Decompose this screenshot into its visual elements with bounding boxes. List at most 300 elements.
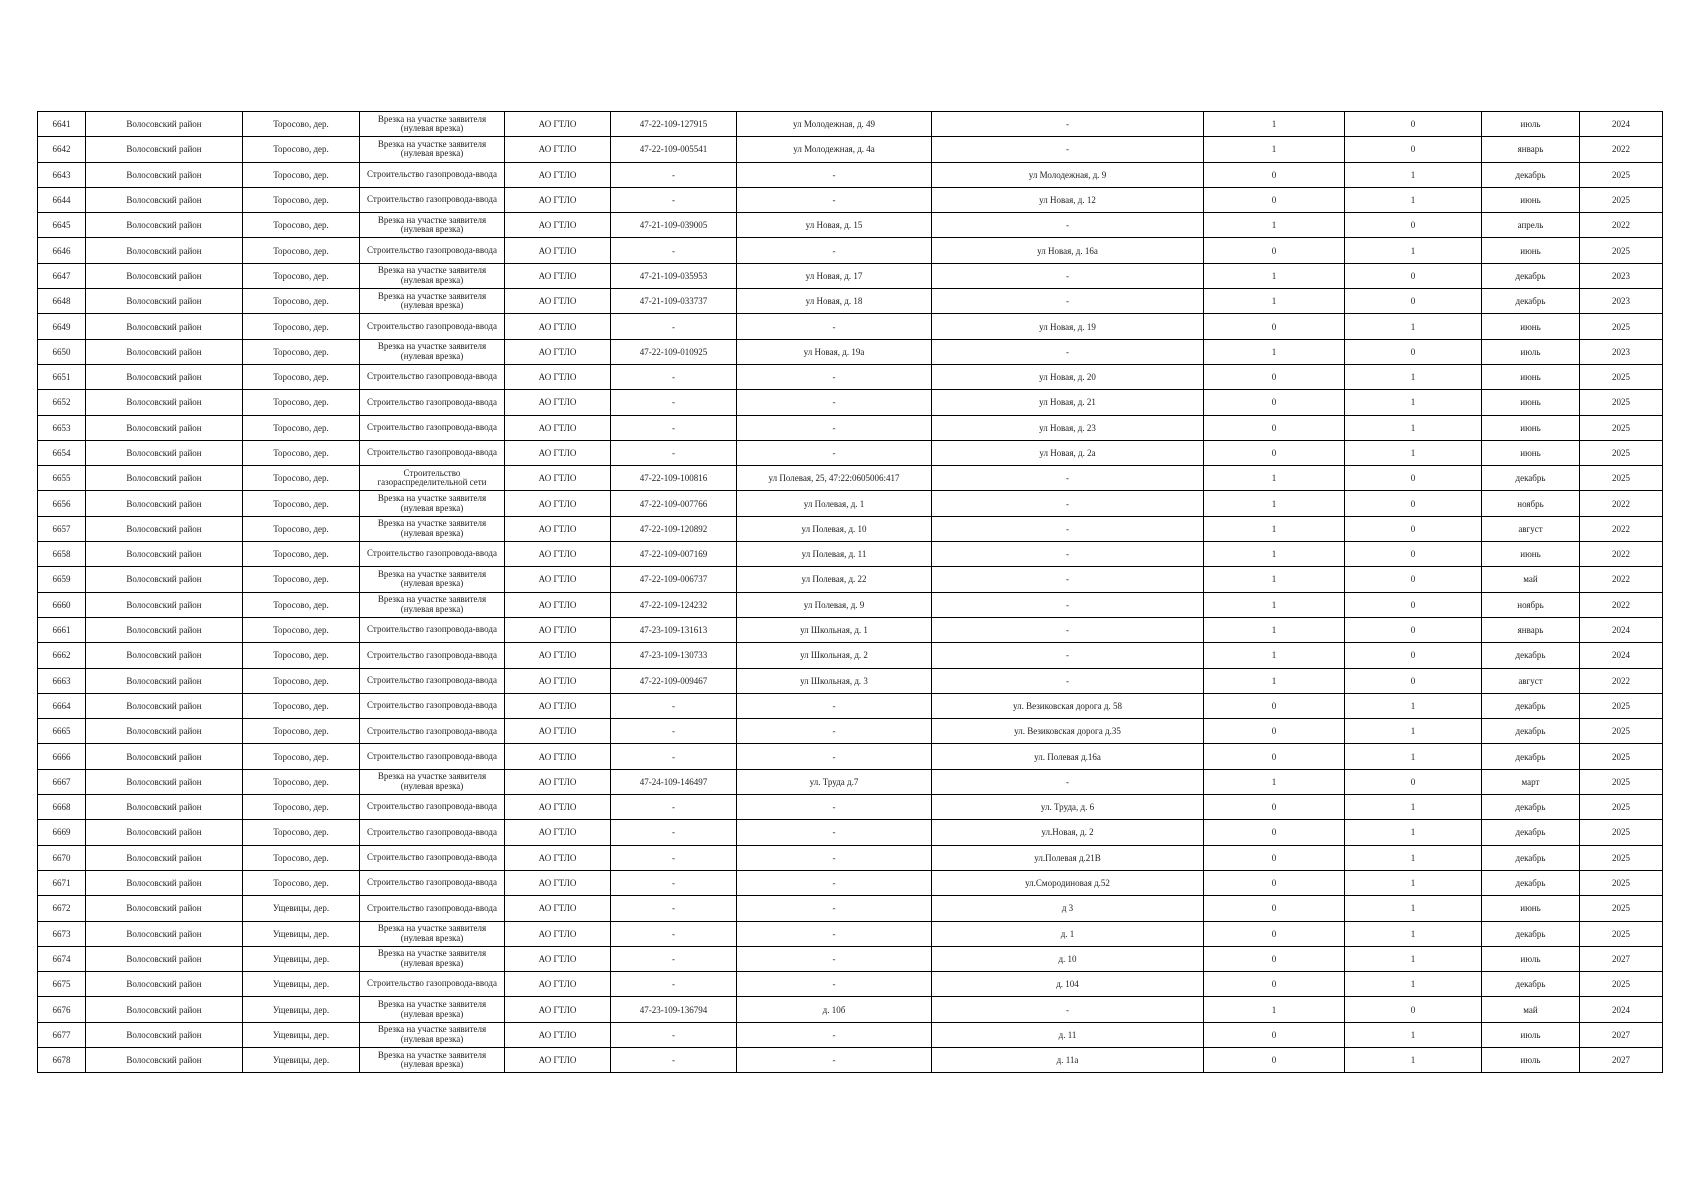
cell-organization: АО ГТЛО <box>505 213 611 238</box>
cell-address-with-application: ул Молодежная, д. 49 <box>737 112 932 137</box>
cell-organization: АО ГТЛО <box>505 238 611 263</box>
cell-application-number: - <box>611 1022 737 1047</box>
cell-without-application-count: 1 <box>1345 162 1482 187</box>
cell-year: 2025 <box>1580 440 1663 465</box>
cell-organization: АО ГТЛО <box>505 567 611 592</box>
cell-address-with-application: - <box>737 845 932 870</box>
cell-application-number: 47-22-109-007766 <box>611 491 737 516</box>
cell-settlement: Ущевицы, дер. <box>243 1022 360 1047</box>
cell-without-application-count: 0 <box>1345 466 1482 491</box>
cell-row-number: 6675 <box>38 972 86 997</box>
cell-application-number: 47-22-109-006737 <box>611 567 737 592</box>
cell-with-application-count: 0 <box>1204 415 1345 440</box>
cell-address-with-application: - <box>737 921 932 946</box>
cell-application-number: 47-22-109-120892 <box>611 516 737 541</box>
cell-settlement: Торосово, дер. <box>243 769 360 794</box>
cell-settlement: Ущевицы, дер. <box>243 972 360 997</box>
cell-settlement: Торосово, дер. <box>243 238 360 263</box>
cell-year: 2025 <box>1580 390 1663 415</box>
cell-with-application-count: 0 <box>1204 162 1345 187</box>
cell-year: 2025 <box>1580 693 1663 718</box>
cell-application-number: - <box>611 364 737 389</box>
cell-district: Волосовский район <box>86 289 243 314</box>
cell-organization: АО ГТЛО <box>505 668 611 693</box>
table-row <box>38 997 1663 1022</box>
cell-address-with-application: - <box>737 693 932 718</box>
table-row <box>38 567 1663 592</box>
table-row <box>38 238 1663 263</box>
cell-application-number: - <box>611 390 737 415</box>
cell-settlement: Ущевицы, дер. <box>243 1047 360 1072</box>
cell-month: декабрь <box>1482 845 1580 870</box>
cell-without-application-count: 1 <box>1345 896 1482 921</box>
cell-settlement: Торосово, дер. <box>243 314 360 339</box>
cell-address-with-application: - <box>737 870 932 895</box>
cell-organization: АО ГТЛО <box>505 820 611 845</box>
cell-organization: АО ГТЛО <box>505 896 611 921</box>
cell-without-application-count: 0 <box>1345 339 1482 364</box>
cell-row-number: 6656 <box>38 491 86 516</box>
cell-work-type: Строительство газопровода-ввода <box>360 820 505 845</box>
cell-address-with-application: ул Школьная, д. 2 <box>737 643 932 668</box>
cell-district: Волосовский район <box>86 213 243 238</box>
cell-year: 2025 <box>1580 466 1663 491</box>
cell-without-application-count: 1 <box>1345 820 1482 845</box>
cell-with-application-count: 1 <box>1204 542 1345 567</box>
cell-application-number: - <box>611 946 737 971</box>
cell-without-application-count: 1 <box>1345 719 1482 744</box>
cell-address-without-application: ул. Везиковская дорога д. 58 <box>932 693 1204 718</box>
cell-year: 2022 <box>1580 137 1663 162</box>
cell-work-type: Врезка на участке заявителя (нулевая врезка) <box>360 263 505 288</box>
cell-without-application-count: 0 <box>1345 997 1482 1022</box>
cell-district: Волосовский район <box>86 1022 243 1047</box>
cell-month: декабрь <box>1482 870 1580 895</box>
cell-row-number: 6667 <box>38 769 86 794</box>
cell-year: 2025 <box>1580 314 1663 339</box>
cell-application-number: 47-22-109-005541 <box>611 137 737 162</box>
cell-without-application-count: 0 <box>1345 769 1482 794</box>
cell-work-type: Врезка на участке заявителя (нулевая врезка) <box>360 339 505 364</box>
cell-year: 2022 <box>1580 491 1663 516</box>
cell-month: декабрь <box>1482 263 1580 288</box>
table-row <box>38 921 1663 946</box>
cell-address-without-application: д. 11а <box>932 1047 1204 1072</box>
cell-row-number: 6643 <box>38 162 86 187</box>
cell-application-number: - <box>611 921 737 946</box>
cell-without-application-count: 0 <box>1345 491 1482 516</box>
cell-application-number: - <box>611 314 737 339</box>
cell-organization: АО ГТЛО <box>505 440 611 465</box>
cell-address-without-application: - <box>932 112 1204 137</box>
cell-address-without-application: д. 104 <box>932 972 1204 997</box>
cell-month: декабрь <box>1482 643 1580 668</box>
cell-organization: АО ГТЛО <box>505 415 611 440</box>
cell-work-type: Строительство газопровода-ввода <box>360 668 505 693</box>
cell-organization: АО ГТЛО <box>505 617 611 642</box>
cell-address-with-application: ул Новая, д. 15 <box>737 213 932 238</box>
cell-organization: АО ГТЛО <box>505 263 611 288</box>
cell-address-without-application: - <box>932 263 1204 288</box>
cell-row-number: 6645 <box>38 213 86 238</box>
cell-application-number: - <box>611 238 737 263</box>
cell-work-type: Строительство газопровода-ввода <box>360 870 505 895</box>
cell-work-type: Строительство газопровода-ввода <box>360 415 505 440</box>
cell-address-with-application: ул Полевая, д. 11 <box>737 542 932 567</box>
cell-district: Волосовский район <box>86 668 243 693</box>
cell-with-application-count: 0 <box>1204 187 1345 212</box>
cell-without-application-count: 0 <box>1345 213 1482 238</box>
table-row <box>38 719 1663 744</box>
cell-district: Волосовский район <box>86 946 243 971</box>
cell-settlement: Торосово, дер. <box>243 567 360 592</box>
cell-month: май <box>1482 567 1580 592</box>
cell-month: декабрь <box>1482 162 1580 187</box>
cell-district: Волосовский район <box>86 921 243 946</box>
cell-organization: АО ГТЛО <box>505 390 611 415</box>
cell-address-without-application: - <box>932 516 1204 541</box>
cell-address-with-application: - <box>737 795 932 820</box>
cell-with-application-count: 1 <box>1204 213 1345 238</box>
cell-month: июнь <box>1482 364 1580 389</box>
cell-address-without-application: ул Новая, д. 21 <box>932 390 1204 415</box>
table-row <box>38 440 1663 465</box>
cell-without-application-count: 1 <box>1345 187 1482 212</box>
cell-with-application-count: 1 <box>1204 339 1345 364</box>
cell-address-without-application: - <box>932 769 1204 794</box>
cell-address-with-application: ул Полевая, д. 22 <box>737 567 932 592</box>
cell-with-application-count: 0 <box>1204 972 1345 997</box>
cell-work-type: Врезка на участке заявителя (нулевая врезка) <box>360 1047 505 1072</box>
cell-application-number: - <box>611 1047 737 1072</box>
cell-work-type: Строительство газопровода-ввода <box>360 972 505 997</box>
cell-address-without-application: ул Новая, д. 23 <box>932 415 1204 440</box>
cell-organization: АО ГТЛО <box>505 795 611 820</box>
cell-month: июнь <box>1482 542 1580 567</box>
cell-with-application-count: 0 <box>1204 693 1345 718</box>
cell-organization: АО ГТЛО <box>505 112 611 137</box>
cell-work-type: Строительство газопровода-ввода <box>360 364 505 389</box>
table-row <box>38 339 1663 364</box>
cell-settlement: Ущевицы, дер. <box>243 896 360 921</box>
cell-settlement: Торосово, дер. <box>243 213 360 238</box>
cell-row-number: 6671 <box>38 870 86 895</box>
cell-year: 2025 <box>1580 744 1663 769</box>
cell-application-number: 47-21-109-035953 <box>611 263 737 288</box>
cell-work-type: Строительство газопровода-ввода <box>360 643 505 668</box>
table-row <box>38 162 1663 187</box>
cell-without-application-count: 1 <box>1345 693 1482 718</box>
table-row <box>38 263 1663 288</box>
cell-work-type: Врезка на участке заявителя (нулевая врезка) <box>360 516 505 541</box>
cell-with-application-count: 0 <box>1204 1047 1345 1072</box>
table-row <box>38 845 1663 870</box>
cell-district: Волосовский район <box>86 187 243 212</box>
cell-month: август <box>1482 516 1580 541</box>
cell-district: Волосовский район <box>86 390 243 415</box>
table-row <box>38 415 1663 440</box>
cell-district: Волосовский район <box>86 466 243 491</box>
cell-application-number: - <box>611 972 737 997</box>
cell-address-without-application: - <box>932 466 1204 491</box>
cell-month: май <box>1482 997 1580 1022</box>
cell-work-type: Строительство газопровода-ввода <box>360 390 505 415</box>
cell-row-number: 6673 <box>38 921 86 946</box>
cell-district: Волосовский район <box>86 542 243 567</box>
cell-district: Волосовский район <box>86 617 243 642</box>
cell-settlement: Торосово, дер. <box>243 289 360 314</box>
cell-with-application-count: 1 <box>1204 769 1345 794</box>
cell-application-number: 47-21-109-033737 <box>611 289 737 314</box>
cell-address-with-application: ул Молодежная, д. 4а <box>737 137 932 162</box>
cell-without-application-count: 0 <box>1345 668 1482 693</box>
cell-year: 2022 <box>1580 592 1663 617</box>
cell-address-with-application: ул. Труда д.7 <box>737 769 932 794</box>
cell-organization: АО ГТЛО <box>505 542 611 567</box>
cell-application-number: - <box>611 693 737 718</box>
cell-row-number: 6670 <box>38 845 86 870</box>
cell-district: Волосовский район <box>86 364 243 389</box>
cell-address-without-application: - <box>932 997 1204 1022</box>
cell-organization: АО ГТЛО <box>505 289 611 314</box>
cell-address-without-application: - <box>932 289 1204 314</box>
cell-organization: АО ГТЛО <box>505 921 611 946</box>
cell-with-application-count: 0 <box>1204 845 1345 870</box>
cell-month: январь <box>1482 617 1580 642</box>
cell-application-number: 47-22-109-009467 <box>611 668 737 693</box>
cell-row-number: 6669 <box>38 820 86 845</box>
cell-with-application-count: 1 <box>1204 263 1345 288</box>
cell-work-type: Строительство газопровода-ввода <box>360 744 505 769</box>
cell-work-type: Строительство газопровода-ввода <box>360 440 505 465</box>
cell-month: июль <box>1482 112 1580 137</box>
cell-settlement: Торосово, дер. <box>243 162 360 187</box>
cell-application-number: 47-23-109-130733 <box>611 643 737 668</box>
cell-address-without-application: - <box>932 213 1204 238</box>
cell-work-type: Строительство газораспределительной сети <box>360 466 505 491</box>
cell-with-application-count: 0 <box>1204 314 1345 339</box>
cell-settlement: Торосово, дер. <box>243 668 360 693</box>
cell-address-without-application: д 3 <box>932 896 1204 921</box>
cell-address-without-application: ул Новая, д. 20 <box>932 364 1204 389</box>
cell-settlement: Торосово, дер. <box>243 491 360 516</box>
cell-month: декабрь <box>1482 289 1580 314</box>
cell-address-with-application: д. 10б <box>737 997 932 1022</box>
cell-settlement: Ущевицы, дер. <box>243 921 360 946</box>
cell-address-with-application: - <box>737 1022 932 1047</box>
cell-row-number: 6676 <box>38 997 86 1022</box>
cell-row-number: 6650 <box>38 339 86 364</box>
cell-year: 2022 <box>1580 567 1663 592</box>
cell-work-type: Врезка на участке заявителя (нулевая врезка) <box>360 769 505 794</box>
cell-address-without-application: - <box>932 617 1204 642</box>
cell-district: Волосовский район <box>86 238 243 263</box>
cell-without-application-count: 1 <box>1345 845 1482 870</box>
cell-month: ноябрь <box>1482 491 1580 516</box>
cell-application-number: - <box>611 415 737 440</box>
cell-organization: АО ГТЛО <box>505 592 611 617</box>
table-row <box>38 542 1663 567</box>
cell-with-application-count: 1 <box>1204 592 1345 617</box>
cell-work-type: Строительство газопровода-ввода <box>360 314 505 339</box>
cell-month: июль <box>1482 339 1580 364</box>
table-row <box>38 137 1663 162</box>
cell-settlement: Торосово, дер. <box>243 339 360 364</box>
cell-district: Волосовский район <box>86 820 243 845</box>
cell-month: июнь <box>1482 440 1580 465</box>
cell-district: Волосовский район <box>86 339 243 364</box>
cell-year: 2024 <box>1580 112 1663 137</box>
cell-settlement: Торосово, дер. <box>243 390 360 415</box>
cell-settlement: Торосово, дер. <box>243 187 360 212</box>
table-row <box>38 643 1663 668</box>
cell-settlement: Торосово, дер. <box>243 795 360 820</box>
cell-work-type: Строительство газопровода-ввода <box>360 617 505 642</box>
cell-month: июль <box>1482 946 1580 971</box>
cell-year: 2025 <box>1580 795 1663 820</box>
table-row <box>38 820 1663 845</box>
cell-without-application-count: 0 <box>1345 137 1482 162</box>
table-row <box>38 314 1663 339</box>
cell-district: Волосовский район <box>86 516 243 541</box>
cell-district: Волосовский район <box>86 567 243 592</box>
cell-without-application-count: 0 <box>1345 617 1482 642</box>
cell-year: 2022 <box>1580 516 1663 541</box>
table-row <box>38 870 1663 895</box>
cell-address-without-application: д. 11 <box>932 1022 1204 1047</box>
cell-settlement: Торосово, дер. <box>243 263 360 288</box>
cell-application-number: 47-22-109-010925 <box>611 339 737 364</box>
cell-address-without-application: ул Молодежная, д. 9 <box>932 162 1204 187</box>
cell-application-number: 47-23-109-131613 <box>611 617 737 642</box>
cell-settlement: Торосово, дер. <box>243 592 360 617</box>
cell-address-without-application: - <box>932 668 1204 693</box>
cell-organization: АО ГТЛО <box>505 719 611 744</box>
cell-with-application-count: 0 <box>1204 1022 1345 1047</box>
cell-district: Волосовский район <box>86 137 243 162</box>
cell-year: 2025 <box>1580 845 1663 870</box>
cell-address-with-application: - <box>737 719 932 744</box>
cell-month: декабрь <box>1482 972 1580 997</box>
cell-with-application-count: 0 <box>1204 820 1345 845</box>
cell-settlement: Торосово, дер. <box>243 542 360 567</box>
table-row <box>38 187 1663 212</box>
cell-without-application-count: 1 <box>1345 440 1482 465</box>
cell-without-application-count: 0 <box>1345 592 1482 617</box>
cell-with-application-count: 1 <box>1204 137 1345 162</box>
cell-address-without-application: - <box>932 643 1204 668</box>
cell-month: июль <box>1482 1022 1580 1047</box>
cell-organization: АО ГТЛО <box>505 997 611 1022</box>
cell-organization: АО ГТЛО <box>505 1047 611 1072</box>
cell-row-number: 6652 <box>38 390 86 415</box>
table-row <box>38 795 1663 820</box>
table-row <box>38 668 1663 693</box>
cell-address-with-application: ул Школьная, д. 3 <box>737 668 932 693</box>
table-row <box>38 289 1663 314</box>
cell-month: июнь <box>1482 314 1580 339</box>
cell-address-without-application: - <box>932 567 1204 592</box>
cell-month: март <box>1482 769 1580 794</box>
cell-settlement: Торосово, дер. <box>243 643 360 668</box>
cell-address-without-application: - <box>932 542 1204 567</box>
cell-application-number: - <box>611 162 737 187</box>
cell-address-with-application: - <box>737 162 932 187</box>
cell-organization: АО ГТЛО <box>505 693 611 718</box>
cell-row-number: 6664 <box>38 693 86 718</box>
cell-address-with-application: - <box>737 440 932 465</box>
cell-district: Волосовский район <box>86 415 243 440</box>
table-row <box>38 1047 1663 1072</box>
cell-address-without-application: ул Новая, д. 16а <box>932 238 1204 263</box>
cell-month: декабрь <box>1482 820 1580 845</box>
cell-row-number: 6642 <box>38 137 86 162</box>
cell-with-application-count: 0 <box>1204 364 1345 389</box>
cell-row-number: 6672 <box>38 896 86 921</box>
cell-row-number: 6655 <box>38 466 86 491</box>
cell-district: Волосовский район <box>86 719 243 744</box>
cell-work-type: Врезка на участке заявителя (нулевая врезка) <box>360 137 505 162</box>
cell-work-type: Врезка на участке заявителя (нулевая врезка) <box>360 592 505 617</box>
cell-district: Волосовский район <box>86 744 243 769</box>
cell-row-number: 6641 <box>38 112 86 137</box>
cell-settlement: Торосово, дер. <box>243 693 360 718</box>
table-row <box>38 769 1663 794</box>
cell-organization: АО ГТЛО <box>505 845 611 870</box>
cell-address-without-application: - <box>932 592 1204 617</box>
cell-address-with-application: - <box>737 946 932 971</box>
cell-without-application-count: 1 <box>1345 415 1482 440</box>
cell-application-number: - <box>611 719 737 744</box>
cell-row-number: 6649 <box>38 314 86 339</box>
table-row <box>38 896 1663 921</box>
cell-with-application-count: 0 <box>1204 896 1345 921</box>
cell-month: декабрь <box>1482 466 1580 491</box>
cell-district: Волосовский район <box>86 162 243 187</box>
cell-address-without-application: ул.Новая, д. 2 <box>932 820 1204 845</box>
cell-address-with-application: - <box>737 390 932 415</box>
cell-organization: АО ГТЛО <box>505 643 611 668</box>
cell-year: 2025 <box>1580 972 1663 997</box>
cell-address-without-application: ул Новая, д. 19 <box>932 314 1204 339</box>
cell-month: декабрь <box>1482 693 1580 718</box>
cell-with-application-count: 1 <box>1204 112 1345 137</box>
cell-district: Волосовский район <box>86 592 243 617</box>
cell-month: ноябрь <box>1482 592 1580 617</box>
cell-address-without-application: ул Новая, д. 2а <box>932 440 1204 465</box>
cell-with-application-count: 1 <box>1204 289 1345 314</box>
cell-work-type: Строительство газопровода-ввода <box>360 187 505 212</box>
cell-work-type: Врезка на участке заявителя (нулевая врезка) <box>360 567 505 592</box>
cell-address-with-application: ул Полевая, 25, 47:22:0605006:417 <box>737 466 932 491</box>
cell-month: апрель <box>1482 213 1580 238</box>
cell-without-application-count: 0 <box>1345 263 1482 288</box>
cell-month: июнь <box>1482 415 1580 440</box>
cell-with-application-count: 0 <box>1204 238 1345 263</box>
cell-row-number: 6647 <box>38 263 86 288</box>
cell-organization: АО ГТЛО <box>505 744 611 769</box>
cell-row-number: 6674 <box>38 946 86 971</box>
cell-application-number: 47-24-109-146497 <box>611 769 737 794</box>
cell-month: декабрь <box>1482 719 1580 744</box>
cell-without-application-count: 0 <box>1345 289 1482 314</box>
cell-address-without-application: - <box>932 491 1204 516</box>
cell-district: Волосовский район <box>86 997 243 1022</box>
cell-without-application-count: 0 <box>1345 567 1482 592</box>
cell-without-application-count: 1 <box>1345 744 1482 769</box>
cell-year: 2025 <box>1580 364 1663 389</box>
cell-organization: АО ГТЛО <box>505 972 611 997</box>
